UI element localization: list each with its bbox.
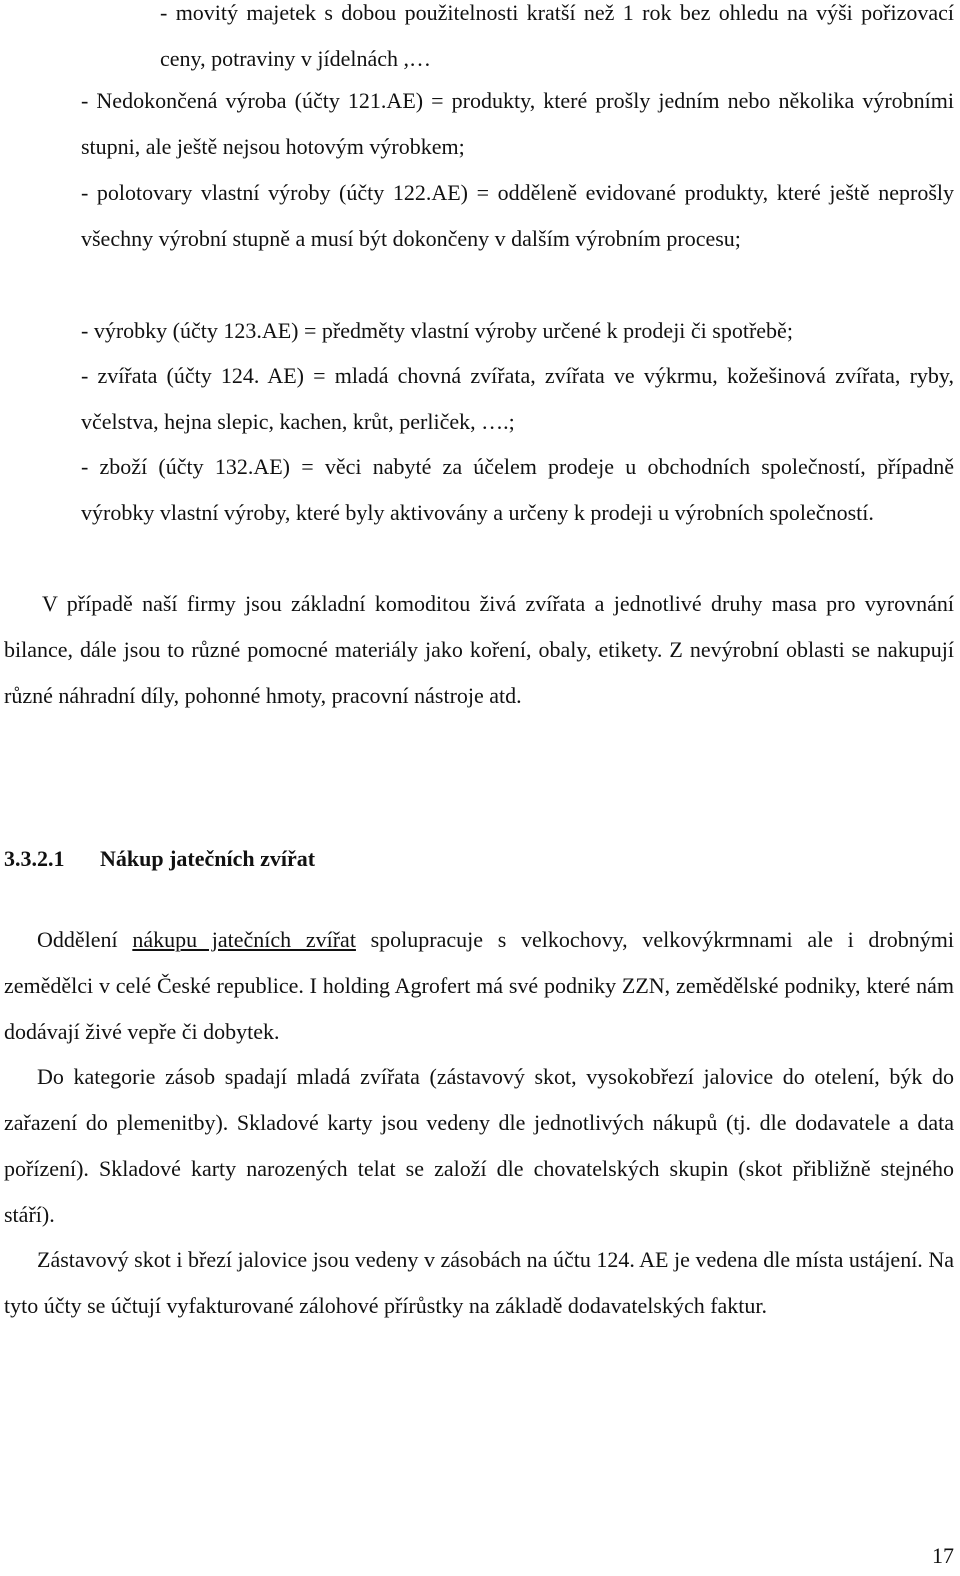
paragraph-inventory-category: Do kategorie zásob spadají mladá zvířata (zástavový skot, vysokobřezí jalovice do otelení, býk do zařazení do plemenitby). Skladové karty jsou vedeny dle jednotlivých nákupů (tj. dle dodavatele a data pořízení). Skladové karty narozených telat se založí dle chovatelských skupin (skot přibližně stejného stáří). [4, 1064, 954, 1227]
paragraph-pledged-cattle: Zástavový skot i březí jalovice jsou vedeny v zásobách na účtu 124. AE je vedena dle místa ustájení. Na tyto účty se účtují vyfakturované zálohové přírůstky na základě dodavatelských faktur. [4, 1247, 954, 1318]
section-number: 3.3.2.1 [4, 846, 65, 871]
list-item-semi-finished: - polotovary vlastní výroby (účty 122.AE) = odděleně evidované produkty, které ještě neprošly všechny výrobní stupně a musí být dokončeny v dalším výrobním procesu; [81, 180, 954, 251]
list-item-movable-assets: - movitý majetek s dobou použitelnosti kratší než 1 rok bez ohledu na výši pořizovací ceny, potraviny v jídelnách ,… [160, 0, 954, 71]
paragraph-firm-commodities: V případě naší firmy jsou základní komoditou živá zvířata a jednotlivé druhy masa pro vyrovnání bilance, dále jsou to různé pomocné materiály jako koření, obaly, etikety. Z nevýrobní oblasti se nakupují různé náhradní díly, pohonné hmoty, pracovní nástroje atd. [4, 591, 954, 708]
section-title: Nákup jatečních zvířat [100, 846, 316, 871]
list-item-work-in-progress: - Nedokončená výroba (účty 121.AE) = produkty, které prošly jedním nebo několika výrobními stupni, ale ještě nejsou hotovým výrobkem; [81, 88, 954, 159]
page-number: 17 [932, 1543, 954, 1568]
list-item-goods: - zboží (účty 132.AE) = věci nabyté za účelem prodeje u obchodních společností, případně výrobky vlastní výroby, které byly aktivovány a určeny k prodeji u výrobních společností. [81, 454, 954, 525]
list-item-products: - výrobky (účty 123.AE) = předměty vlastní výroby určené k prodeji či spotřebě; [81, 318, 793, 343]
paragraph-dept-before: Oddělení [37, 927, 133, 952]
section-heading [4, 836, 954, 882]
list-item-animals: - zvířata (účty 124. AE) = mladá chovná zvířata, zvířata ve výkrmu, kožešinová zvířata, ryby, včelstva, hejna slepic, kachen, krůt, perliček, ….; [81, 363, 954, 434]
underlined-term: nákupu jatečních zvířat [132, 927, 356, 952]
paragraph-purchase-department [4, 917, 954, 1055]
paragraph-dept-after: spolupracuje s velkochovy, velkovýkrmnami ale i drobnými zemědělci v celé České republice. I holding Agrofert má své podniky ZZN, zemědělské podniky, které nám dodávají živé vepře či dobytek. [4, 927, 954, 1044]
